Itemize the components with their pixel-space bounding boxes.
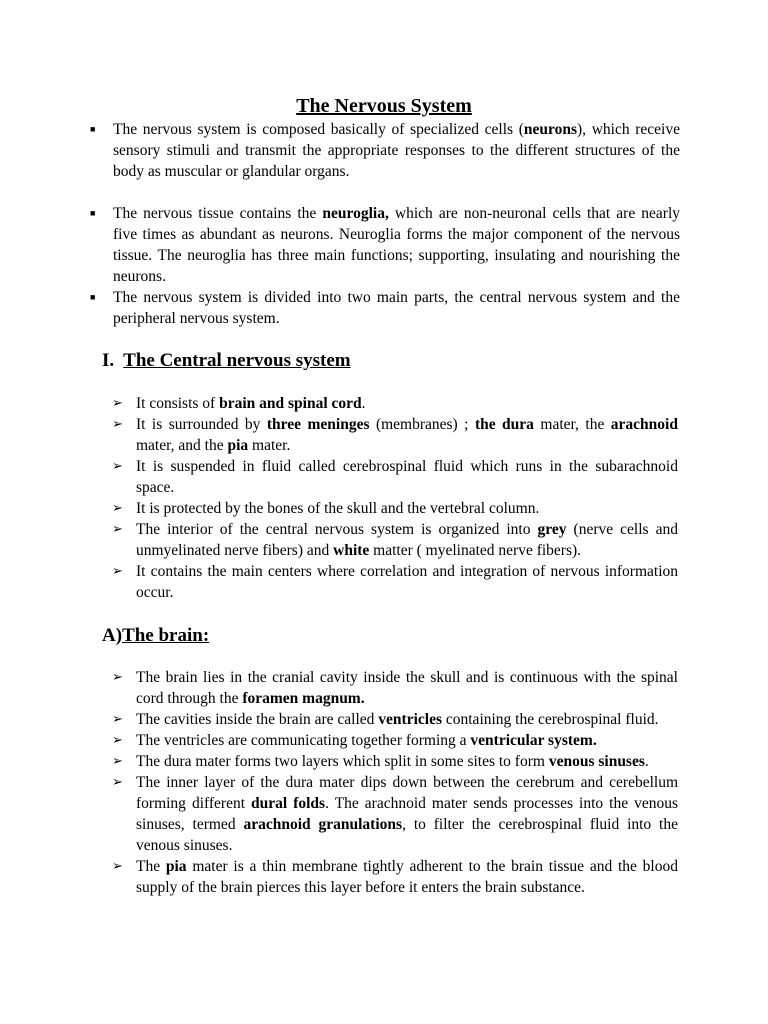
bold-term: three meninges: [266, 416, 370, 433]
arrow-bullet-icon: ➢: [112, 670, 123, 685]
bold-term: the dura: [474, 416, 534, 433]
text-run: It is surrounded by: [136, 416, 267, 433]
bold-term: arachnoid granulations: [243, 816, 403, 833]
arrow-bullet-icon: ➢: [112, 754, 123, 769]
section-number: I.: [102, 350, 115, 371]
text-run: It consists of: [136, 395, 220, 412]
intro-bullet-list: [88, 119, 680, 329]
text-run: . The arachnoid mater sends processes into the venous sinuses, termed: [136, 795, 679, 833]
intro-bullet-item: [88, 203, 680, 287]
bold-term: pia: [227, 437, 249, 454]
square-bullet-icon: ■: [90, 292, 96, 302]
bold-term: venous sinuses: [548, 753, 645, 770]
arrow-bullet-icon: ➢: [112, 733, 123, 748]
text-run: It is protected by the bones of the skull and the vertebral column.: [136, 500, 540, 517]
brain-arrow-list: [112, 667, 678, 898]
text-run: The cavities inside the brain are called: [136, 711, 379, 728]
section-heading-brain: [102, 623, 209, 649]
bold-term: ventricles: [378, 711, 442, 728]
brain-list-item: [112, 730, 678, 751]
arrow-bullet-icon: ➢: [112, 501, 123, 516]
brain-item-text: [136, 669, 678, 707]
text-run: mater is a thin membrane tightly adherent to the brain tissue and the blood supply of the brain pierces this layer before it enters the brain substance.: [136, 858, 678, 896]
arrow-bullet-icon: ➢: [112, 417, 123, 432]
intro-bullet-item: [88, 287, 680, 329]
arrow-bullet-icon: ➢: [112, 775, 123, 790]
section-number: A): [102, 625, 123, 646]
text-run: (nerve cells and unmyelinated nerve fibers) and: [136, 521, 678, 559]
text-run: , to filter the cerebrospinal fluid into the venous sinuses.: [136, 816, 678, 854]
brain-item-text: [136, 858, 678, 896]
text-run: The dura mater forms two layers which split in some sites to form: [136, 753, 549, 770]
cns-list-item: [112, 414, 678, 456]
bold-term: grey: [537, 521, 567, 538]
text-run: matter ( myelinated nerve fibers).: [369, 542, 582, 559]
bold-term: pia: [165, 858, 187, 875]
arrow-bullet-icon: ➢: [112, 522, 123, 537]
text-run: It contains the main centers where correlation and integration of nervous information occur.: [136, 563, 678, 601]
page-title: The Nervous System: [296, 95, 472, 117]
arrow-bullet-icon: ➢: [112, 859, 123, 874]
arrow-bullet-icon: ➢: [112, 459, 123, 474]
arrow-bullet-icon: ➢: [112, 564, 123, 579]
brain-list-item: [112, 709, 678, 730]
cns-item-text: [136, 395, 366, 412]
section-title: The Central nervous system: [123, 350, 351, 371]
bold-term: foramen magnum.: [242, 690, 365, 707]
cns-list-item: [112, 498, 678, 519]
brain-item-text: [136, 711, 659, 728]
intro-bullet-text: [113, 205, 680, 285]
intro-bullet-text: [113, 121, 680, 180]
section-heading-cns: [102, 348, 351, 374]
arrow-bullet-icon: ➢: [112, 712, 123, 727]
cns-list-item: [112, 456, 678, 498]
text-run: mater.: [248, 437, 291, 454]
text-run: The interior of the central nervous system is organized into: [136, 521, 538, 538]
brain-item-text: [136, 774, 678, 854]
text-run: The nervous system is divided into two main parts, the central nervous system and the peripheral nervous system.: [113, 289, 680, 327]
cns-item-text: [136, 563, 678, 601]
text-run: containing the cerebrospinal fluid.: [442, 711, 659, 728]
cns-list-item: [112, 519, 678, 561]
bold-term: arachnoid: [610, 416, 678, 433]
cns-arrow-list: [112, 393, 678, 603]
brain-list-item: [112, 772, 678, 856]
text-run: mater, and the: [136, 437, 228, 454]
cns-item-text: [136, 458, 678, 496]
bold-term: white: [333, 542, 370, 559]
text-run: It is suspended in fluid called cerebrospinal fluid which runs in the subarachnoid space.: [136, 458, 678, 496]
text-run: .: [361, 395, 366, 412]
bold-term: neuroglia,: [322, 205, 389, 222]
cns-list-item: [112, 393, 678, 414]
brain-list-item: [112, 667, 678, 709]
arrow-bullet-icon: ➢: [112, 396, 123, 411]
bold-term: brain and spinal cord: [219, 395, 362, 412]
text-run: (membranes) ;: [369, 416, 475, 433]
text-run: The nervous system is composed basically of specialized cells (: [113, 121, 524, 138]
text-run: The: [136, 858, 166, 875]
section-title: The brain:: [122, 625, 210, 646]
brain-list-item: [112, 856, 678, 898]
text-run: .: [644, 753, 649, 770]
square-bullet-icon: ■: [90, 208, 96, 218]
text-run: ), which receive sensory stimuli and transmit the appropriate responses to the different structures of the body as muscular or glandular organs.: [113, 121, 680, 180]
bold-term: ventricular system.: [470, 732, 597, 749]
brain-item-text: [136, 732, 597, 749]
bold-term: dural folds: [251, 795, 326, 812]
text-run: The nervous tissue contains the: [113, 205, 323, 222]
text-run: which are non-neuronal cells that are nearly five times as abundant as neurons. Neuroglia forms the major component of the nervous tissue. The neuroglia has three main functions; supporting, insulating and nourishing the neurons.: [113, 205, 680, 285]
bold-term: neurons: [523, 121, 577, 138]
text-run: The ventricles are communicating together forming a: [136, 732, 471, 749]
intro-bullet-text: [113, 289, 680, 327]
text-run: mater, the: [533, 416, 611, 433]
text-run: The inner layer of the dura mater dips down between the cerebrum and cerebellum forming different: [136, 774, 678, 812]
cns-item-text: [136, 521, 678, 559]
square-bullet-icon: ■: [90, 124, 96, 134]
intro-bullet-item: [88, 119, 680, 182]
cns-item-text: [136, 416, 678, 454]
text-run: The brain lies in the cranial cavity inside the skull and is continuous with the spinal cord through the: [136, 669, 678, 707]
brain-item-text: [136, 753, 649, 770]
brain-list-item: [112, 751, 678, 772]
cns-list-item: [112, 561, 678, 603]
cns-item-text: [136, 500, 539, 517]
